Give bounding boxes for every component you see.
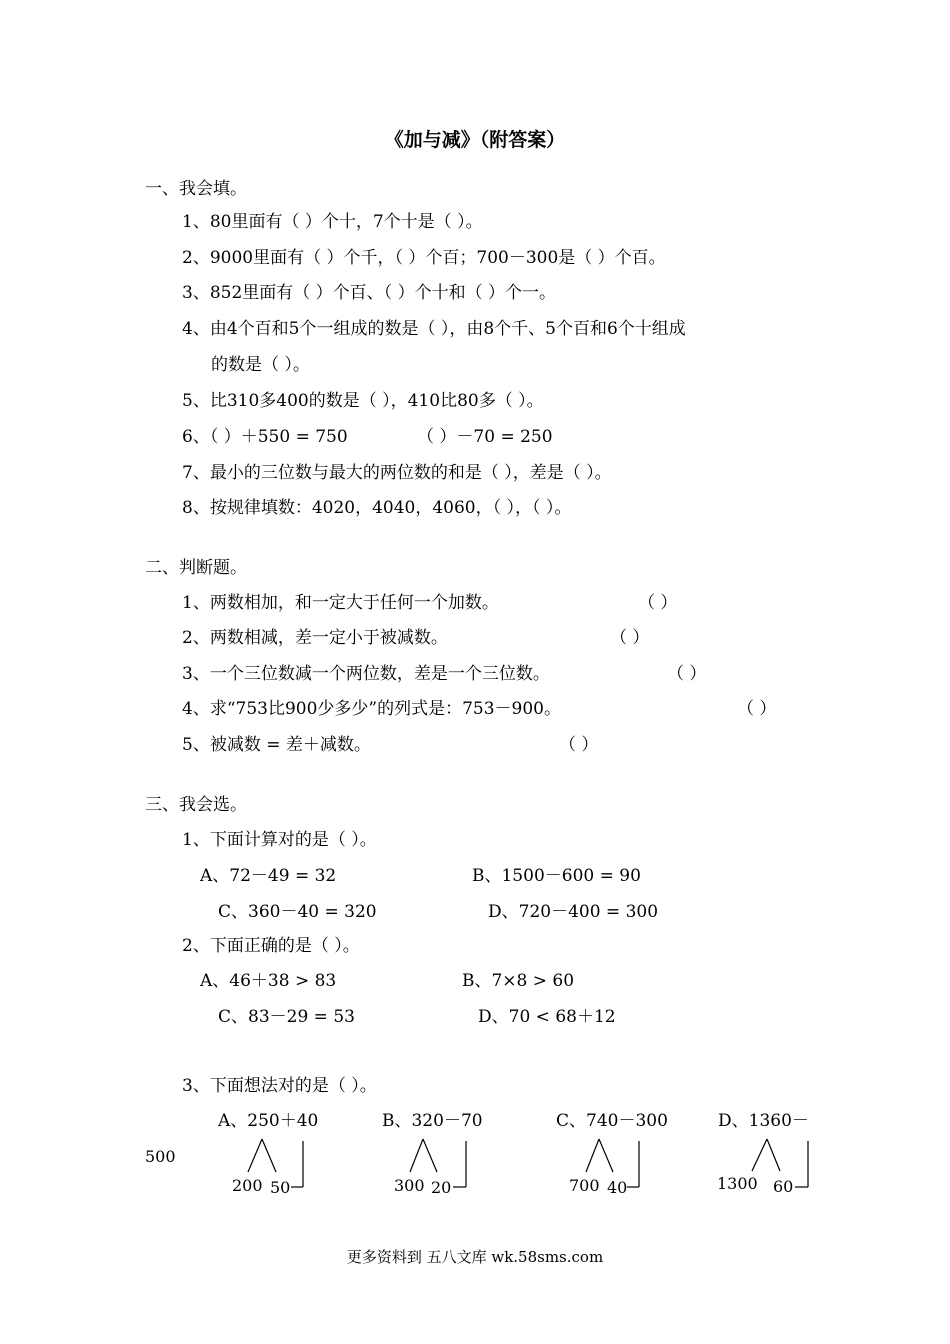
tree-a-right: 50 <box>270 1178 291 1197</box>
choice-q1-option-b: B、1500－600 = 90 <box>472 866 641 886</box>
judge-mark-1: （ ） <box>638 593 678 613</box>
judge-item-3: 3、一个三位数减一个两位数，差是一个三位数。 <box>182 664 550 684</box>
judge-item-4: 4、求“753比900少多少”的列式是：753－900。 <box>182 699 561 719</box>
choice-q2-stem: 2、下面正确的是（ ）。 <box>182 936 360 956</box>
choice-q1-option-a: A、72－49 = 32 <box>200 866 337 886</box>
fill-item-2: 2、9000里面有（ ）个千，（ ）个百；700－300是（ ）个百。 <box>182 248 666 268</box>
judge-mark-5: （ ） <box>559 735 599 755</box>
fill-item-4-cont: 的数是（ ）。 <box>211 355 310 375</box>
choice-q1-option-c: C、360－40 = 320 <box>218 902 377 922</box>
choice-q3-option-a: A、250＋40 <box>218 1111 319 1131</box>
decomposition-diagrams <box>0 1135 950 1205</box>
fill-item-6b: （ ）－70 = 250 <box>417 427 553 447</box>
tree-d-left: 1300 <box>717 1174 758 1193</box>
fill-item-5: 5、比310多400的数是（ ），410比80多（ ）。 <box>182 391 544 411</box>
tree-b-left: 300 <box>394 1176 425 1195</box>
fill-item-4: 4、由4个百和5个一组成的数是（ ），由8个千、5个百和6个十组成 <box>182 319 686 339</box>
judge-item-5: 5、被减数 = 差＋减数。 <box>182 735 371 755</box>
page-title: 《加与减》（附答案） <box>384 129 566 151</box>
judge-mark-4: （ ） <box>737 699 777 719</box>
q3-left-number: 500 <box>145 1147 176 1166</box>
fill-item-8: 8、按规律填数：4020，4040，4060，（ ），（ ）。 <box>182 498 572 518</box>
judge-mark-2: （ ） <box>610 628 650 648</box>
choice-q2-option-b: B、7×8 > 60 <box>462 971 575 991</box>
choice-q1-option-d: D、720－400 = 300 <box>488 902 659 922</box>
tree-a-left: 200 <box>232 1176 263 1195</box>
tree-c-left: 700 <box>569 1176 600 1195</box>
choice-q3-stem: 3、下面想法对的是（ ）。 <box>182 1076 377 1096</box>
fill-item-1: 1、80里面有（ ）个十，7个十是（ ）。 <box>182 212 483 232</box>
fill-item-3: 3、852里面有（ ）个百、（ ）个十和（ ）个一。 <box>182 283 556 303</box>
choice-q2-option-d: D、70 < 68＋12 <box>478 1007 616 1027</box>
tree-d-right: 60 <box>773 1177 794 1196</box>
footer-source: 更多资料到 五八文库 wk.58sms.com <box>346 1248 604 1266</box>
judge-item-2: 2、两数相减，差一定小于被减数。 <box>182 628 448 648</box>
fill-item-7: 7、最小的三位数与最大的两位数的和是（ ），差是（ ）。 <box>182 463 612 483</box>
section3-heading: 三、我会选。 <box>145 795 247 815</box>
tree-c-right: 40 <box>607 1178 628 1197</box>
choice-q2-option-a: A、46＋38 > 83 <box>200 971 337 991</box>
judge-item-1: 1、两数相加，和一定大于任何一个加数。 <box>182 593 499 613</box>
fill-item-6a: 6、（ ）＋550 = 750 <box>182 427 348 447</box>
section1-heading: 一、我会填。 <box>145 179 247 199</box>
judge-mark-3: （ ） <box>667 664 707 684</box>
choice-q3-option-b: B、320－70 <box>382 1111 483 1131</box>
tree-b-right: 20 <box>431 1178 452 1197</box>
section2-heading: 二、判断题。 <box>145 558 247 578</box>
choice-q2-option-c: C、83－29 = 53 <box>218 1007 355 1027</box>
choice-q3-option-c: C、740－300 <box>556 1111 668 1131</box>
choice-q3-option-d: D、1360－ <box>718 1111 809 1131</box>
choice-q1-stem: 1、下面计算对的是（ ）。 <box>182 830 377 850</box>
